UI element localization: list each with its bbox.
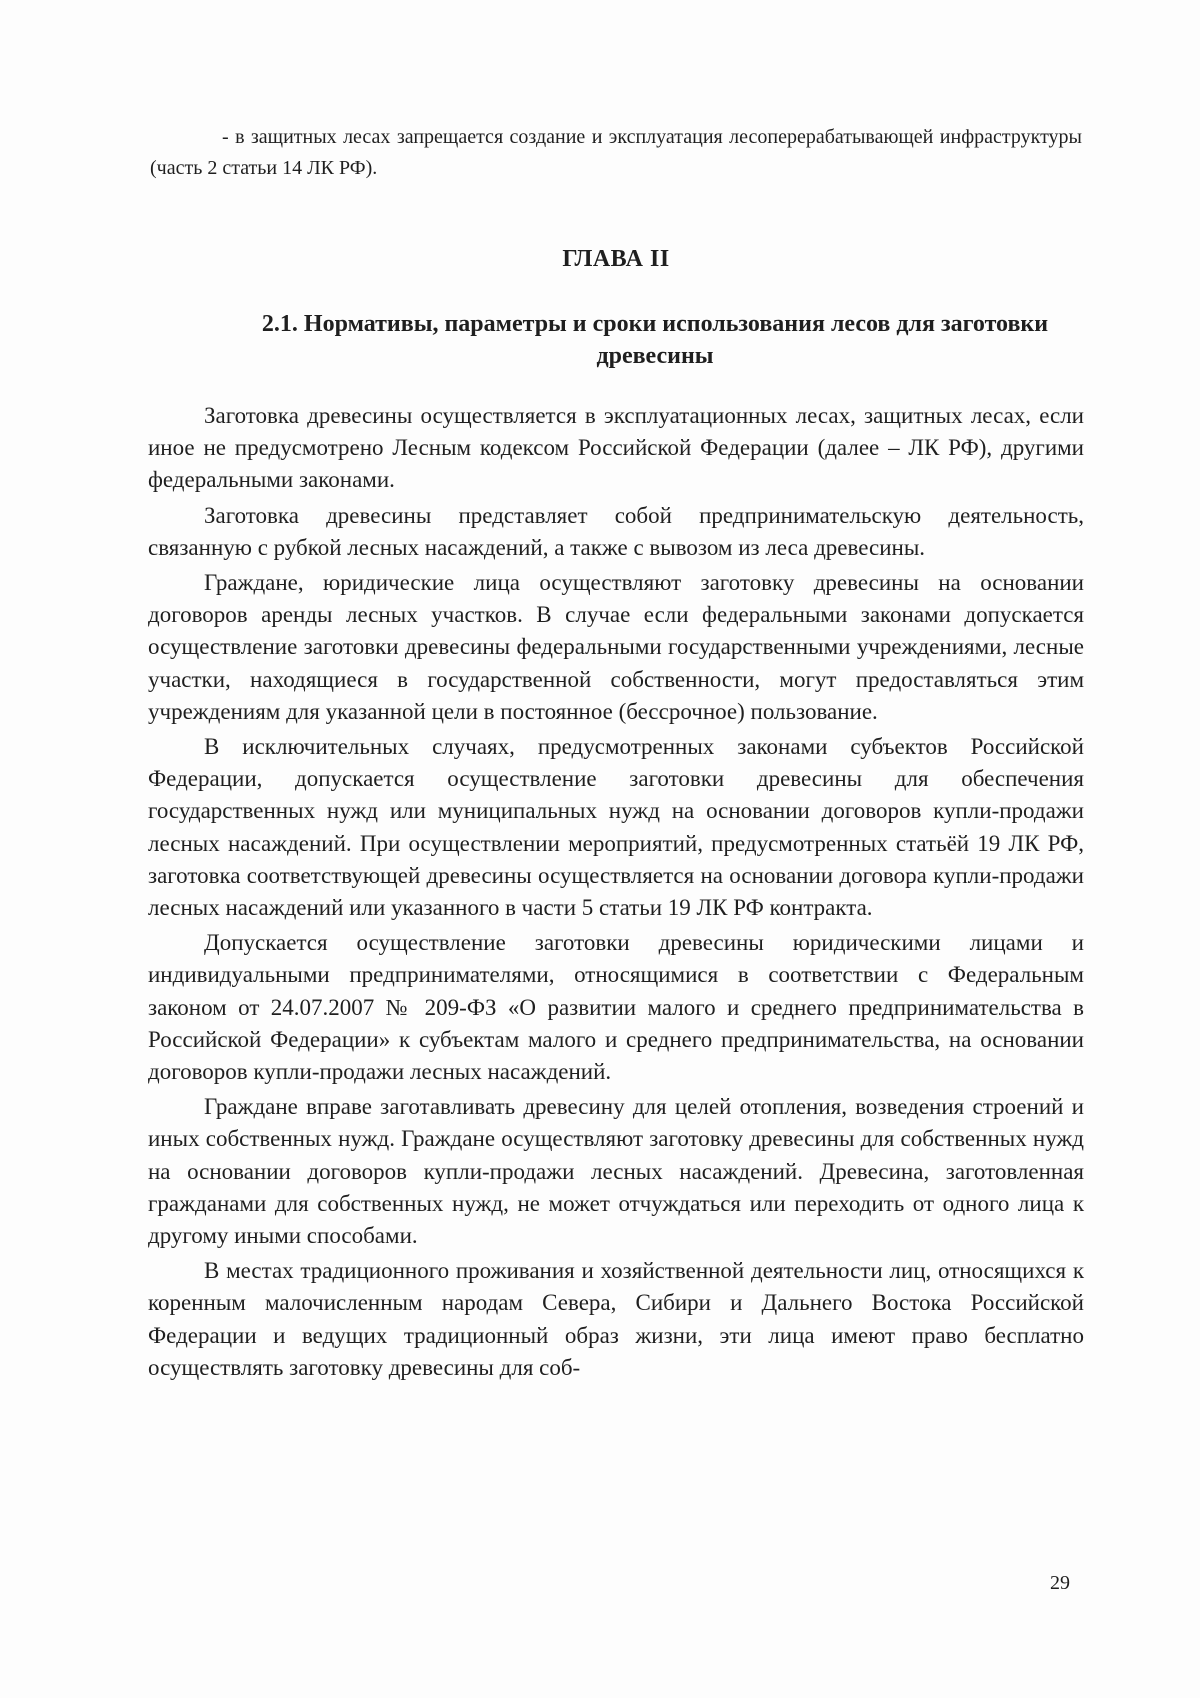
intro-paragraph: - в защитных лесах запрещается создание и эксплуатация лесоперерабатывающей инфраструктуры (часть 2 статьи 14 ЛК РФ).	[150, 126, 1082, 179]
paragraph: Заготовка древесины осуществляется в эксплуатационных лесах, защитных лесах, если иное не предусмотрено Лесным кодексом Российской Федерации (далее – ЛК РФ), другими федеральными законами.	[148, 403, 1084, 493]
paragraph: В исключительных случаях, предусмотренных законами субъектов Российской Федерации, допускается осуществление заготовки древесины для обеспечения государственных нужд или муниципальных нужд на основании договоров купли-продажи лесных насаждений. При осуществлении мероприятий, предусмотренных статьёй 19 ЛК РФ, заготовка соответствующей древесины осуществляется на основании договора купли-продажи лесных насаждений или указанного в части 5 статьи 19 ЛК РФ контракта.	[148, 734, 1084, 921]
paragraph: В местах традиционного проживания и хозяйственной деятельности лиц, относящихся к коренным малочисленным народам Севера, Сибири и Дальнего Востока Российской Федерации и ведущих традиционный образ жизни, эти лица имеют право бесплатно осуществлять заготовку древесины для соб-	[148, 1258, 1084, 1380]
body-text	[148, 400, 1084, 1387]
page-number: 29	[1050, 1572, 1070, 1594]
chapter-title: ГЛАВА II	[562, 246, 670, 272]
paragraph: Допускается осуществление заготовки древесины юридическими лицами и индивидуальными предпринимателями, относящимися в соответствии с Федеральным законом от 24.07.2007 № 209-ФЗ «О развитии малого и среднего предпринимательства в Российской Федерации» к субъектам малого и среднего предпринимательства, на основании договоров купли-продажи лесных насаждений.	[148, 930, 1084, 1085]
section-title: 2.1. Нормативы, параметры и сроки использования лесов для заготовки древесины	[261, 311, 1049, 369]
paragraph: Граждане вправе заготавливать древесину для целей отопления, возведения строений и иных собственных нужд. Граждане осуществляют заготовку древесины для собственных нужд на основании договоров купли-продажи лесных насаждений. Древесина, заготовленная гражданами для собственных нужд, не может отчуждаться или переходить от одного лица к другому иными способами.	[148, 1094, 1084, 1249]
paragraph: Заготовка древесины представляет собой предпринимательскую деятельность, связанную с рубкой лесных насаждений, а также с вывозом из леса древесины.	[148, 502, 1084, 560]
paragraph: Граждане, юридические лица осуществляют заготовку древесины на основании договоров аренды лесных участков. В случае если федеральными законами допускается осуществление заготовки древесины федеральными государственными учреждениями, лесные участки, находящиеся в государственной собственности, могут предоставляться этим учреждениям для указанной цели в постоянное (бессрочное) пользование.	[148, 570, 1084, 724]
